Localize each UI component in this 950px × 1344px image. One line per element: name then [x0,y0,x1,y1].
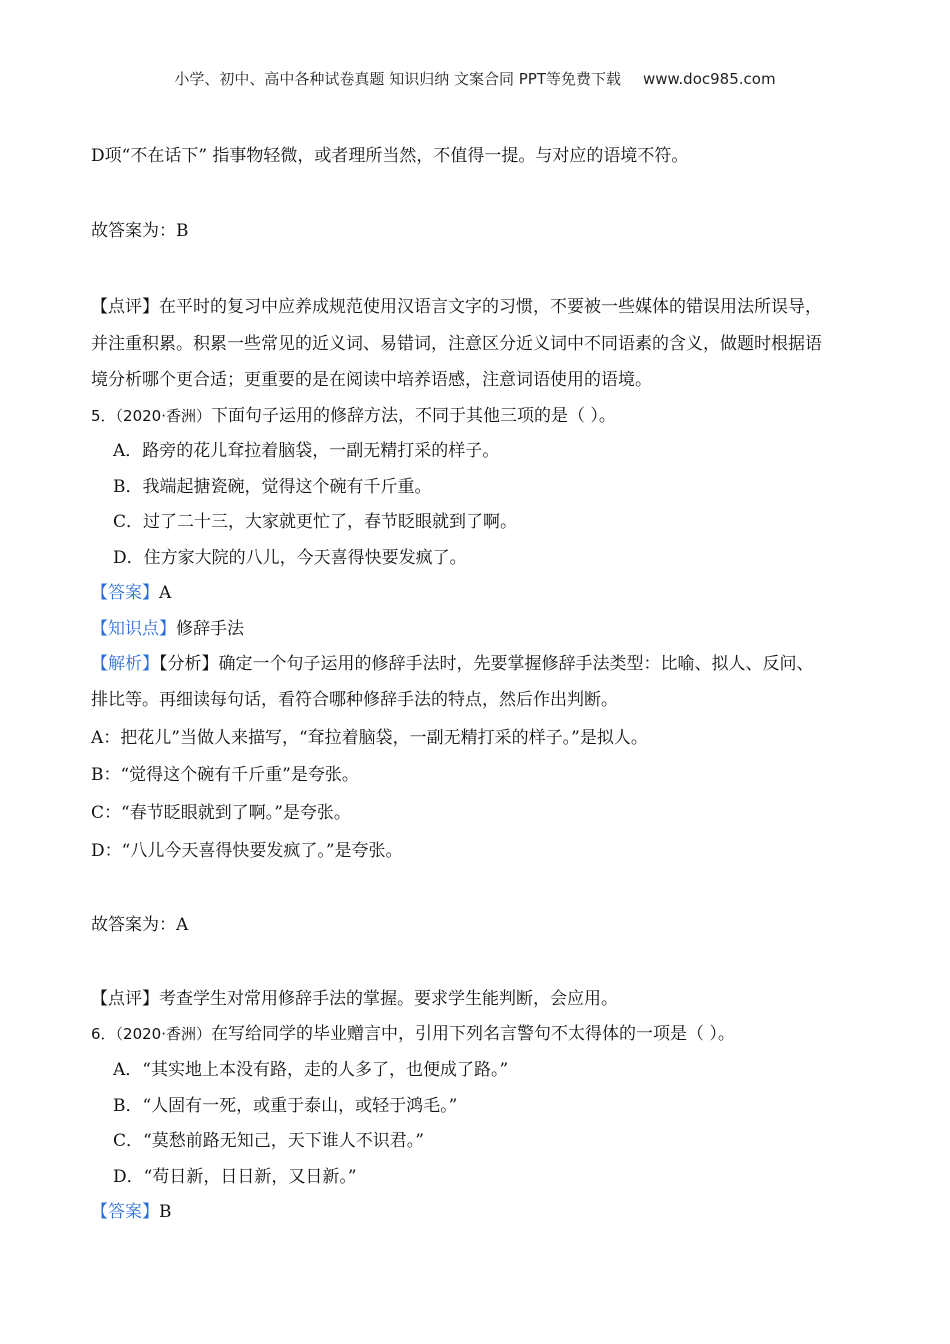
answer-value: A [159,583,172,603]
q6-answer [91,1201,861,1223]
q5-option-a: A．路旁的花儿耷拉着脑袋，一副无精打采的样子。 [113,441,500,461]
q5-option-c: C．过了二十三，大家就更忙了，春节眨眼就到了啊。 [113,512,518,532]
q5-analysis-line-2: 排比等。再细读每句话，看符合哪种修辞手法的特点，然后作出判断。 [91,690,618,710]
question-number: 5． [91,407,116,425]
analysis-tag: 【解析】 [91,654,159,674]
analysis-text: 【分析】确定一个句子运用的修辞手法时，先要掌握修辞手法类型：比喻、拟人、反问、 [159,654,814,674]
q5-analysis-b: B：“觉得这个碗有千斤重”是夸张。 [91,765,359,785]
question-text: 下面句子运用的修辞方法，不同于其他三项的是（ ）。 [211,406,616,426]
q6-option-d: D．“苟日新，日日新，又日新。” [113,1167,357,1187]
q5-analysis-line-1 [91,653,861,675]
comment-text: 考查学生对常用修辞手法的掌握。要求学生能判断，会应用。 [159,989,618,1009]
answer-tag: 【答案】 [91,583,159,603]
answer-value: B [159,1202,172,1222]
q5-analysis-a: A：把花儿”当做人来描写，“耷拉着脑袋，一副无精打采的样子。”是拟人。 [91,728,648,748]
knowledge-tag: 【知识点】 [91,619,176,639]
question-source: （2020·香洲） [115,1025,211,1043]
header-url[interactable]: www.doc985.com [642,70,776,88]
q5-comment [91,988,861,1010]
q5-option-b: B．我端起搪瓷碗，觉得这个碗有千斤重。 [113,477,432,497]
prev-answer: 故答案为：B [91,221,189,241]
prev-comment-line-1 [91,296,861,318]
comment-tag: 【点评】 [91,297,159,317]
q5-final-answer: 故答案为：A [91,915,189,935]
header-text: 小学、初中、高中各种试卷真题 知识归纳 文案合同 PPT等免费下载 [174,70,621,88]
q6-option-b: B．“人固有一死，或重于泰山，或轻于鸿毛。” [113,1096,458,1116]
page-header [0,68,950,89]
q5-option-d: D．住方家大院的八儿，今天喜得快要发疯了。 [113,548,467,568]
d-option-note: D项“不在话下” 指事物轻微，或者理所当然，不值得一提。与对应的语境不符。 [91,146,689,166]
question-text: 在写给同学的毕业赠言中，引用下列名言警句不太得体的一项是（ ）。 [211,1024,735,1044]
q5-knowledge-point [91,618,861,640]
prev-comment-line-2: 并注重积累。积累一些常见的近义词、易错词，注意区分近义词中不同语素的含义，做题时根据语 [91,334,822,354]
answer-tag: 【答案】 [91,1202,159,1222]
question-source: （2020·香洲） [115,407,211,425]
question-5-stem [91,405,861,427]
comment-text: 在平时的复习中应养成规范使用汉语言文字的习惯，不要被一些媒体的错误用法所误导， [159,297,822,317]
question-number: 6． [91,1025,116,1043]
prev-comment-line-3: 境分析哪个更合适；更重要的是在阅读中培养语感，注意词语使用的语境。 [91,370,652,390]
question-6-stem [91,1023,861,1045]
q5-answer [91,582,861,604]
knowledge-value: 修辞手法 [176,619,244,639]
q6-option-a: A．“其实地上本没有路，走的人多了，也便成了路。” [113,1060,509,1080]
q5-analysis-c: C：“春节眨眼就到了啊。”是夸张。 [91,803,351,823]
comment-tag: 【点评】 [91,989,159,1009]
q5-analysis-d: D：“八儿今天喜得快要发疯了。”是夸张。 [91,841,403,861]
q6-option-c: C．“莫愁前路无知己，天下谁人不识君。” [113,1131,424,1151]
